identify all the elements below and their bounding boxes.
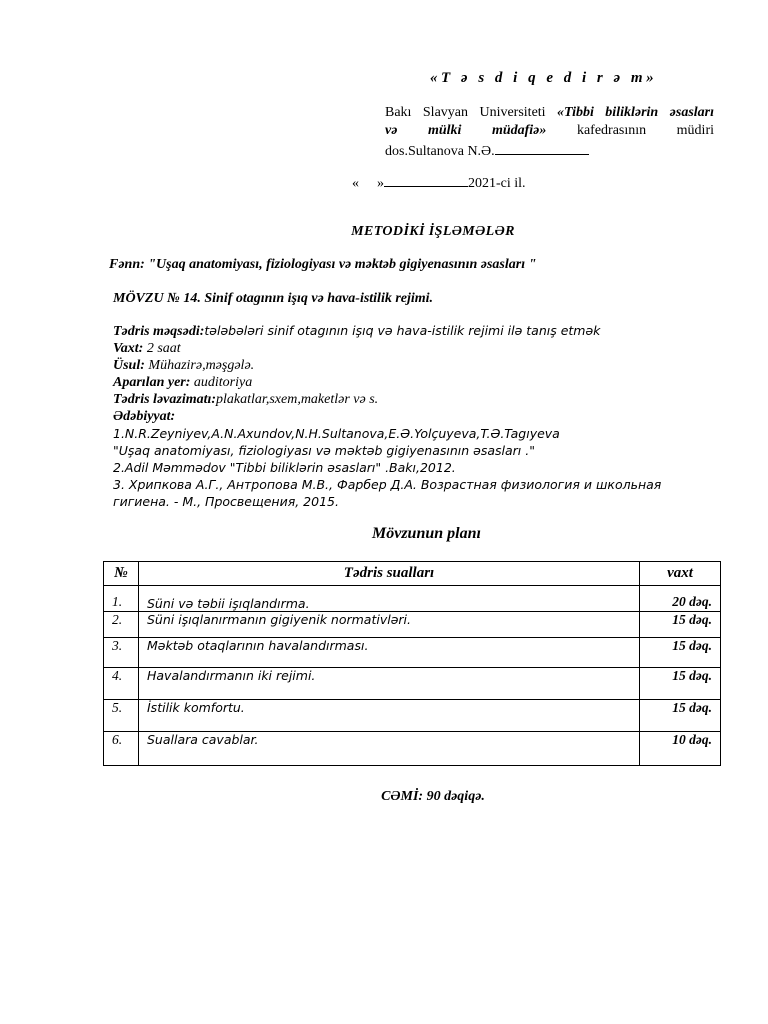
department-name-part1: «Tibbi biliklərin əsasları: [557, 105, 714, 120]
goal-value: tələbələri sinif otagının işıq və hava-istilik rejimi ilə tanış etmək: [204, 323, 601, 338]
row-question: İstilik komfortu.: [139, 700, 640, 732]
approval-line-3: [385, 140, 714, 161]
row-number: 5.: [104, 700, 139, 732]
literature-label: Ədəbiyyat:: [113, 409, 176, 424]
head-of-department-label: kafedrasının müdiri: [546, 123, 715, 138]
row-time: 10 dəq.: [640, 732, 721, 766]
row-question: Süni və təbii işıqlandırma.: [139, 586, 640, 612]
row-time: 15 dəq.: [640, 638, 721, 668]
row-question: Məktəb otaqlarının havalandırması.: [139, 638, 640, 668]
table-row: [104, 638, 721, 668]
goal-row: [113, 322, 661, 340]
tools-label: Tədris ləvazimatı:: [113, 392, 217, 407]
date-quote-close: »: [377, 176, 384, 191]
place-label: Aparılan yer:: [113, 375, 191, 390]
literature-item-3-cont: гигиена. - М., Просвещения, 2015.: [113, 494, 339, 509]
literature-item-1-title: "Uşaq anatomiyası, fiziologiyası və məktəb gigiyenasının əsasları .": [113, 443, 535, 458]
goal-label: Tədris məqsədi:: [113, 324, 205, 339]
table-row: [104, 612, 721, 638]
row-number: 1.: [104, 586, 139, 612]
info-section: [113, 322, 661, 510]
plan-header-row: [104, 562, 721, 586]
place-value: auditoriya: [190, 375, 253, 390]
plan-title: Mövzunun planı: [372, 525, 481, 542]
approval-line-2: [385, 122, 714, 140]
place-row: [113, 374, 661, 391]
method-value: Mühazirə,məşgələ.: [144, 358, 255, 373]
table-row: [104, 732, 721, 766]
table-row: [104, 700, 721, 732]
total-time: CƏMİ: 90 dəqiqə.: [381, 789, 485, 804]
row-number: 3.: [104, 638, 139, 668]
topic-line: MÖVZU № 14. Sinif otagının işıq və hava-istilik rejimi.: [113, 291, 434, 306]
approval-line-1: [385, 104, 714, 122]
row-time: 15 dəq.: [640, 612, 721, 638]
university-name: Bakı Slavyan Universiteti: [385, 105, 558, 120]
row-question: Süni işıqlanırmanın gigiyenik normativləri.: [139, 612, 640, 638]
header-time: vaxt: [640, 562, 721, 586]
method-row: [113, 357, 661, 374]
tools-row: [113, 391, 661, 408]
date-quote-open: «: [352, 176, 359, 191]
plan-table: [103, 561, 721, 766]
row-time: 20 dəq.: [640, 586, 721, 612]
time-label: Vaxt:: [113, 341, 144, 356]
time-value: 2 saat: [143, 341, 181, 356]
subject-line: Fənn: "Uşaq anatomiyası, fiziologiyası və məktəb gigiyenasının əsasları ": [109, 257, 537, 272]
header-questions: Tədris sualları: [139, 562, 640, 586]
literature-row: [113, 408, 661, 425]
table-row: [104, 668, 721, 700]
table-row: [104, 586, 721, 612]
row-number: 2.: [104, 612, 139, 638]
department-name-part2: və mülki müdafiə»: [385, 123, 547, 138]
time-row: [113, 340, 661, 357]
method-label: Üsul:: [113, 358, 145, 373]
approval-date: [352, 173, 526, 192]
literature-item-3: 3. Хрипкова А.Г., Антропова М.В., Фарбер Д.А. Возрастная физиология и школьная: [113, 477, 662, 492]
approval-block: [385, 104, 714, 161]
signature-blank: [495, 140, 589, 155]
approval-heading: «T ə s d i q e d i r ə m»: [430, 70, 658, 86]
row-question: Havalandırmanın iki rejimi.: [139, 668, 640, 700]
literature-item-2: 2.Adil Məmmədov "Tibbi biliklərin əsasları" .Bakı,2012.: [113, 460, 456, 475]
header-number: №: [104, 562, 139, 586]
row-number: 6.: [104, 732, 139, 766]
date-blank: [384, 173, 468, 187]
row-time: 15 dəq.: [640, 700, 721, 732]
row-question: Suallara cavablar.: [139, 732, 640, 766]
approver-name: dos.Sultanova N.Ə.: [385, 144, 495, 159]
row-time: 15 dəq.: [640, 668, 721, 700]
literature-item-1: 1.N.R.Zeyniyev,A.N.Axundov,N.H.Sultanova,E.Ə.Yolçuyeva,T.Ə.Tagıyeva: [113, 426, 560, 441]
document-title: METODİKİ İŞLƏMƏLƏR: [351, 224, 515, 239]
tools-value: plakatlar,sxem,maketlər və s.: [216, 392, 379, 407]
row-number: 4.: [104, 668, 139, 700]
date-year: 2021-ci il.: [468, 176, 526, 191]
